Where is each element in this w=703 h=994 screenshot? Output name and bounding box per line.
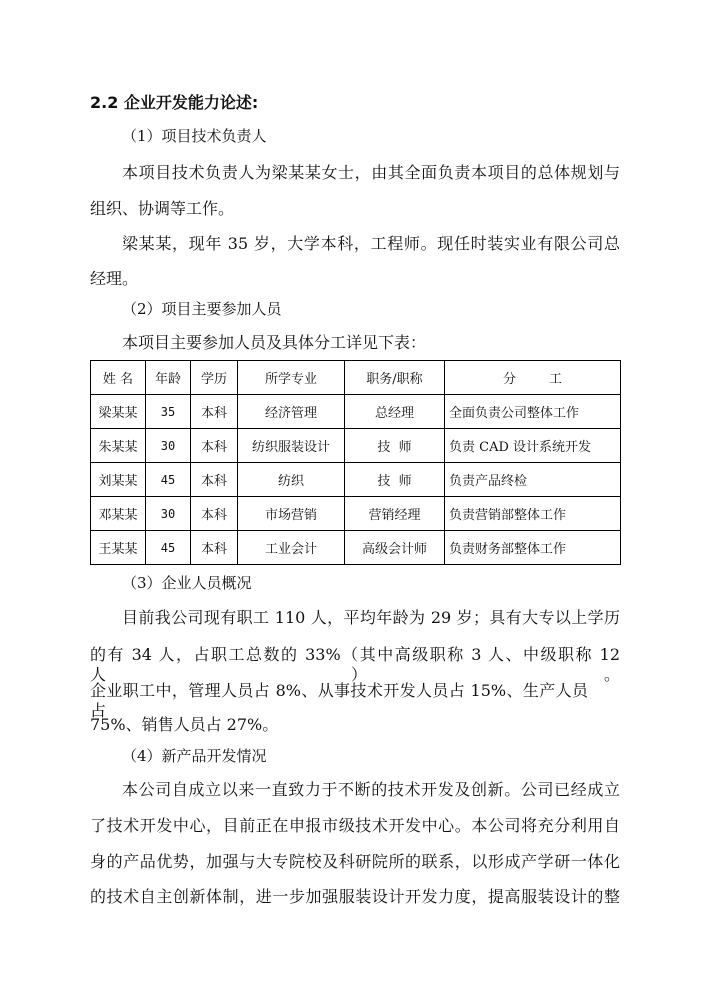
cell-name: 邓某某 — [91, 497, 146, 531]
cell-education: 本科 — [191, 463, 238, 497]
cell-name: 王某某 — [91, 531, 146, 565]
subheading-4: （4）新产品开发情况 — [122, 747, 267, 765]
table-header-row — [91, 361, 621, 395]
staff-table — [90, 360, 621, 565]
paragraph-3: 本项目主要参加人员及具体分工详见下表： — [122, 333, 427, 352]
paragraph-5-line-4: 的技术自主创新体制，进一步加强服装设计开发力度，提高服装设计的整 — [90, 887, 620, 906]
subheading-1: （1）项目技术负责人 — [122, 127, 267, 145]
paragraph-4-line-4: 75%、销售人员占 27%。 — [90, 715, 279, 734]
table-row — [91, 497, 621, 531]
header-age: 年龄 — [146, 361, 191, 395]
paragraph-1-line-2: 组织、协调等工作。 — [90, 199, 235, 218]
table-row — [91, 531, 621, 565]
paragraph-2-line-1: 梁某某，现年 35 岁，大学本科，工程师。现任时装实业有限公司总 — [122, 234, 620, 253]
cell-title: 营销经理 — [345, 497, 445, 531]
header-name: 姓 名 — [91, 361, 146, 395]
paragraph-5-line-3: 身的产品优势，加强与大专院校及科研院所的联系，以形成产学研一体化 — [90, 852, 620, 871]
cell-major: 工业会计 — [238, 531, 345, 565]
section-heading: 2.2 企业开发能力论述: — [90, 93, 259, 112]
cell-age: 45 — [146, 531, 191, 565]
header-duty: 分 工 — [445, 361, 621, 395]
cell-major: 经济管理 — [238, 395, 345, 429]
cell-name: 刘某某 — [91, 463, 146, 497]
cell-duty: 负责营销部整体工作 — [445, 497, 621, 531]
cell-duty: 负责产品终检 — [445, 463, 621, 497]
table-row — [91, 429, 621, 463]
paragraph-2-line-2: 经理。 — [90, 269, 139, 288]
cell-age: 30 — [146, 497, 191, 531]
paragraph-4-line-3: 企业职工中，管理人员占 8%、从事技术开发人员占 15%、生产人员占 — [90, 681, 588, 720]
cell-title: 高级会计师 — [345, 531, 445, 565]
header-major: 所学专业 — [238, 361, 345, 395]
subheading-2: （2）项目主要参加人员 — [122, 300, 282, 318]
paragraph-5-line-2: 了技术开发中心，目前正在申报市级技术开发中心。本公司将充分利用自 — [90, 816, 620, 835]
paragraph-1-line-1: 本项目技术负责人为梁某某女士，由其全面负责本项目的总体规划与 — [122, 163, 620, 182]
cell-major: 纺织服装设计 — [238, 429, 345, 463]
cell-name: 梁某某 — [91, 395, 146, 429]
cell-age: 45 — [146, 463, 191, 497]
cell-duty: 全面负责公司整体工作 — [445, 395, 621, 429]
header-education: 学历 — [191, 361, 238, 395]
table-row — [91, 463, 621, 497]
cell-title: 总经理 — [345, 395, 445, 429]
cell-major: 市场营销 — [238, 497, 345, 531]
paragraph-4-line-1: 目前我公司现有职工 110 人，平均年龄为 29 岁；具有大专以上学历 — [122, 608, 620, 627]
cell-title: 技 师 — [345, 429, 445, 463]
table-row — [91, 395, 621, 429]
subheading-3: （3）企业人员概况 — [122, 574, 252, 592]
cell-age: 30 — [146, 429, 191, 463]
cell-duty: 负责 CAD 设计系统开发 — [445, 429, 621, 463]
cell-title: 技 师 — [345, 463, 445, 497]
cell-education: 本科 — [191, 531, 238, 565]
cell-education: 本科 — [191, 429, 238, 463]
cell-age: 35 — [146, 395, 191, 429]
paragraph-4-line-2: 的有 34 人，占职工总数的 33%（其中高级职称 3 人、中级职称 12 人）。 — [90, 645, 620, 684]
paragraph-5-line-1: 本公司自成立以来一直致力于不断的技术开发及创新。公司已经成立 — [122, 780, 620, 799]
cell-duty: 负责财务部整体工作 — [445, 531, 621, 565]
cell-major: 纺织 — [238, 463, 345, 497]
cell-education: 本科 — [191, 395, 238, 429]
cell-name: 朱某某 — [91, 429, 146, 463]
header-title: 职务/职称 — [345, 361, 445, 395]
cell-education: 本科 — [191, 497, 238, 531]
